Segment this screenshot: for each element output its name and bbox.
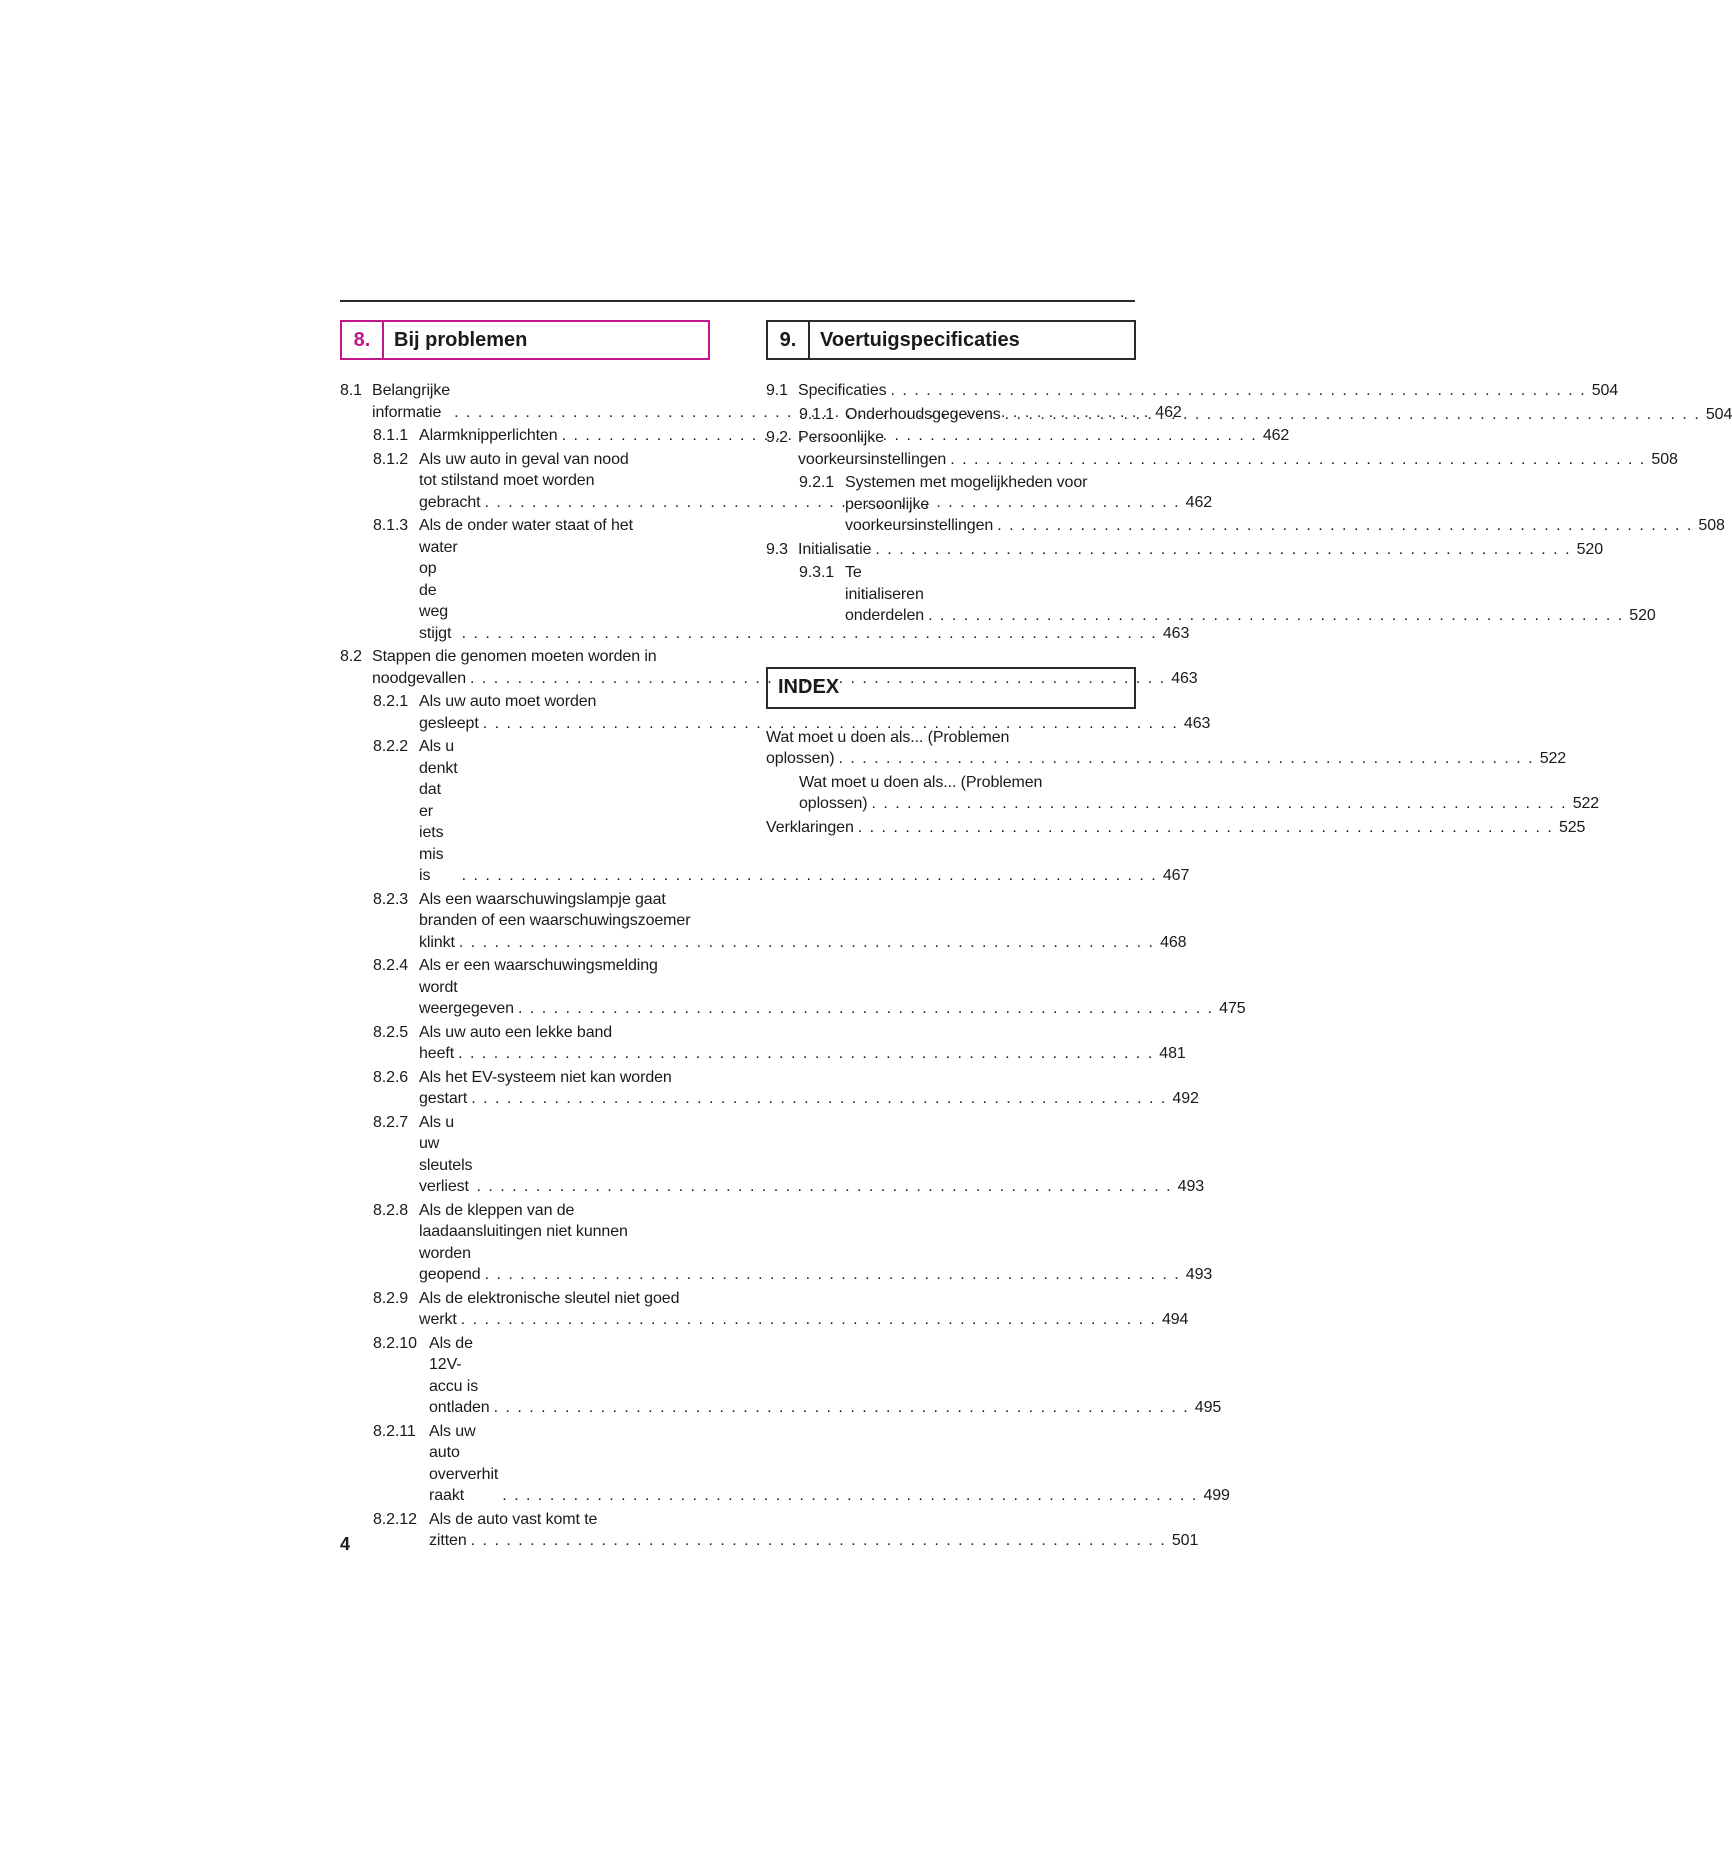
entry-number: 9.1.1	[799, 405, 835, 423]
entry-page: 508	[1651, 450, 1678, 468]
entry-text: Initialisatie	[798, 540, 872, 558]
toc-entry[interactable]	[340, 1509, 1199, 1552]
dot-leader	[875, 539, 1571, 561]
dot-leader	[458, 1043, 1154, 1065]
dot-leader	[462, 865, 1158, 887]
entry-text: wordt weergegeven	[419, 978, 514, 1017]
entry-page: 492	[1172, 1090, 1199, 1107]
toc-entry[interactable]	[340, 1022, 1186, 1065]
entry-page: 468	[1160, 933, 1187, 951]
toc-entry[interactable]	[340, 1333, 1222, 1419]
entry-text: Als er een waarschuwingsmelding	[419, 957, 658, 974]
entry-text: branden of een waarschuwingszoemer	[419, 912, 691, 929]
dot-leader	[502, 1485, 1198, 1507]
dot-leader	[928, 605, 1624, 627]
entry-number: 8.2.2	[373, 738, 409, 755]
entry-text: oplossen)	[799, 795, 868, 812]
entry-text: noodgevallen	[372, 669, 466, 687]
entry-page: 525	[1558, 818, 1586, 836]
entry-text: Alarmknipperlichten	[419, 427, 558, 444]
entry-text: Als de auto vast komt te	[429, 1510, 598, 1528]
entry-text: klinkt	[419, 933, 455, 951]
entry-page: 462	[1155, 403, 1182, 421]
entry-text: Te initialiseren onderdelen	[845, 564, 925, 624]
entry-text: oplossen)	[766, 750, 835, 767]
entry-text: Specificaties	[798, 382, 887, 399]
chapter-title: Bij problemen	[394, 328, 528, 351]
entry-page: 463	[1162, 624, 1190, 642]
entry-page: 520	[1576, 540, 1604, 558]
entry-text: Als de kleppen van de	[419, 1201, 575, 1219]
entry-text: voorkeursinstellingen	[845, 517, 994, 534]
entry-text: laadaansluitingen niet kunnen	[419, 1223, 628, 1240]
entry-page: 475	[1219, 1000, 1246, 1017]
entry-number: 9.2.1	[799, 474, 835, 491]
entry-page: 462	[1262, 427, 1290, 444]
dot-leader	[871, 793, 1567, 815]
entry-number: 9.3	[766, 540, 788, 558]
toc-entry[interactable]	[340, 955, 1246, 1020]
dot-leader	[471, 1088, 1167, 1110]
entry-number: 8.2.5	[373, 1023, 409, 1041]
entry-text: gesleept	[419, 714, 479, 732]
entry-text: Stappen die genomen moeten worden in	[372, 648, 657, 665]
entry-number: 8.1.2	[373, 450, 409, 468]
dot-leader	[858, 817, 1554, 839]
toc-entry[interactable]	[340, 1112, 1205, 1198]
entry-page: 508	[1698, 517, 1725, 534]
entry-page: 462	[1185, 493, 1213, 511]
entry-text: Als het EV-systeem niet kan worden	[419, 1068, 672, 1086]
entry-number: 8.2	[340, 648, 362, 665]
entry-page: 495	[1194, 1399, 1222, 1416]
dot-leader	[459, 932, 1155, 954]
entry-text: Verklaringen	[766, 818, 854, 836]
entry-text: Als de 12V-accu is ontladen	[429, 1334, 490, 1416]
entry-number: 9.3.1	[799, 564, 835, 581]
entry-page: 501	[1171, 1532, 1199, 1549]
entry-text: Persoonlijke voorkeursinstellingen	[798, 429, 947, 468]
chapter-number: 9.	[768, 322, 810, 358]
entry-number: 9.2	[766, 429, 788, 446]
entry-page: 481	[1159, 1045, 1186, 1062]
entry-text: tot stilstand moet worden	[419, 472, 595, 489]
dot-leader	[518, 998, 1214, 1020]
entry-text: Wat moet u doen als... (Problemen	[766, 728, 1010, 746]
entry-text: gestart	[419, 1090, 468, 1107]
entry-text: Als u denkt dat er iets mis is	[419, 738, 458, 884]
entry-number: 8.2.7	[373, 1113, 409, 1131]
entry-text: Als uw auto moet worden	[419, 693, 597, 710]
dot-leader	[485, 1264, 1181, 1286]
dot-leader	[476, 1176, 1172, 1198]
dot-leader	[494, 1397, 1190, 1419]
toc-entry[interactable]	[766, 727, 1567, 770]
entry-number: 8.2.3	[373, 890, 409, 908]
toc-entry[interactable]	[766, 772, 1600, 815]
toc-entry[interactable]	[340, 889, 1187, 954]
entry-number: 9.1	[766, 382, 788, 399]
toc-entry[interactable]	[340, 691, 1211, 734]
entry-number: 8.1.1	[373, 427, 409, 444]
entry-text: Als een waarschuwingslampje gaat	[419, 890, 666, 908]
toc-entry[interactable]	[766, 380, 1619, 402]
entry-text: werkt	[419, 1311, 457, 1328]
entry-number: 8.2.11	[373, 1422, 416, 1440]
entry-page: 504	[1705, 405, 1732, 423]
entry-page: 463	[1183, 714, 1211, 732]
entry-number: 8.2.1	[373, 693, 409, 710]
entry-text: Als uw auto oververhit raakt	[429, 1422, 499, 1504]
entry-text: persoonlijke	[845, 495, 930, 513]
entry-page: 520	[1629, 607, 1656, 624]
dot-leader	[838, 748, 1534, 770]
page-number: 4	[340, 1534, 351, 1554]
entry-page: 493	[1177, 1178, 1205, 1195]
entry-text: Als de onder water staat of het	[419, 517, 633, 534]
dot-leader	[997, 515, 1693, 537]
dot-leader	[1005, 404, 1701, 426]
entry-number: 8.2.6	[373, 1068, 409, 1086]
entry-text: heeft	[419, 1045, 455, 1062]
entry-text: Systemen met mogelijkheden voor	[845, 474, 1088, 491]
entry-text: zitten	[429, 1532, 467, 1549]
entry-text: worden geopend	[419, 1244, 481, 1283]
entry-page: 493	[1185, 1266, 1213, 1283]
dot-leader	[471, 1530, 1167, 1552]
entry-page: 467	[1162, 867, 1190, 884]
index-header: INDEX	[766, 667, 1136, 709]
entry-page: 494	[1161, 1311, 1189, 1328]
toc-entry[interactable]	[340, 1421, 1230, 1507]
entry-text: Onderhoudsgegevens	[845, 405, 1001, 423]
entry-number: 8.2.9	[373, 1289, 409, 1307]
entry-number: 8.2.10	[373, 1334, 417, 1352]
entry-page: 504	[1591, 382, 1619, 399]
entry-text: Als uw auto in geval van nood	[419, 450, 629, 468]
entry-text: Belangrijke informatie	[372, 382, 451, 421]
entry-page: 499	[1203, 1487, 1230, 1504]
toc-entry[interactable]	[340, 1288, 1189, 1331]
toc-entry[interactable]	[766, 562, 1656, 627]
chapter-8-header	[340, 320, 710, 360]
chapter-9-header	[766, 320, 1136, 360]
dot-leader	[891, 380, 1587, 402]
entry-number: 8.2.4	[373, 957, 409, 974]
entry-number: 8.1	[340, 382, 362, 399]
header-rule	[340, 300, 1135, 302]
entry-text: Als de elektronische sleutel niet goed	[419, 1289, 680, 1307]
toc-entry[interactable]	[766, 817, 1586, 839]
entry-page: 522	[1539, 750, 1567, 767]
entry-number: 8.1.3	[373, 517, 409, 534]
entry-text: Wat moet u doen als... (Problemen	[799, 773, 1043, 791]
entry-text: Als u uw sleutels verliest	[419, 1113, 473, 1195]
entry-text: Als uw auto een lekke band	[419, 1023, 613, 1041]
toc-entry[interactable]	[340, 1200, 1213, 1286]
dot-leader	[950, 449, 1646, 471]
chapter-title: Voertuigspecificaties	[820, 328, 1020, 351]
entry-text: water op de weg stijgt	[419, 538, 458, 642]
chapter-number: 8.	[342, 322, 384, 358]
index-entries	[766, 727, 1600, 839]
toc-entry[interactable]	[340, 1067, 1199, 1110]
toc-entry[interactable]	[766, 539, 1604, 561]
entry-page: 522	[1572, 795, 1600, 812]
dot-leader	[461, 1309, 1157, 1331]
entry-text: gebracht	[419, 493, 481, 511]
entry-page: 463	[1171, 669, 1198, 687]
entry-number: 8.2.8	[373, 1201, 409, 1219]
entry-number: 8.2.12	[373, 1510, 417, 1528]
